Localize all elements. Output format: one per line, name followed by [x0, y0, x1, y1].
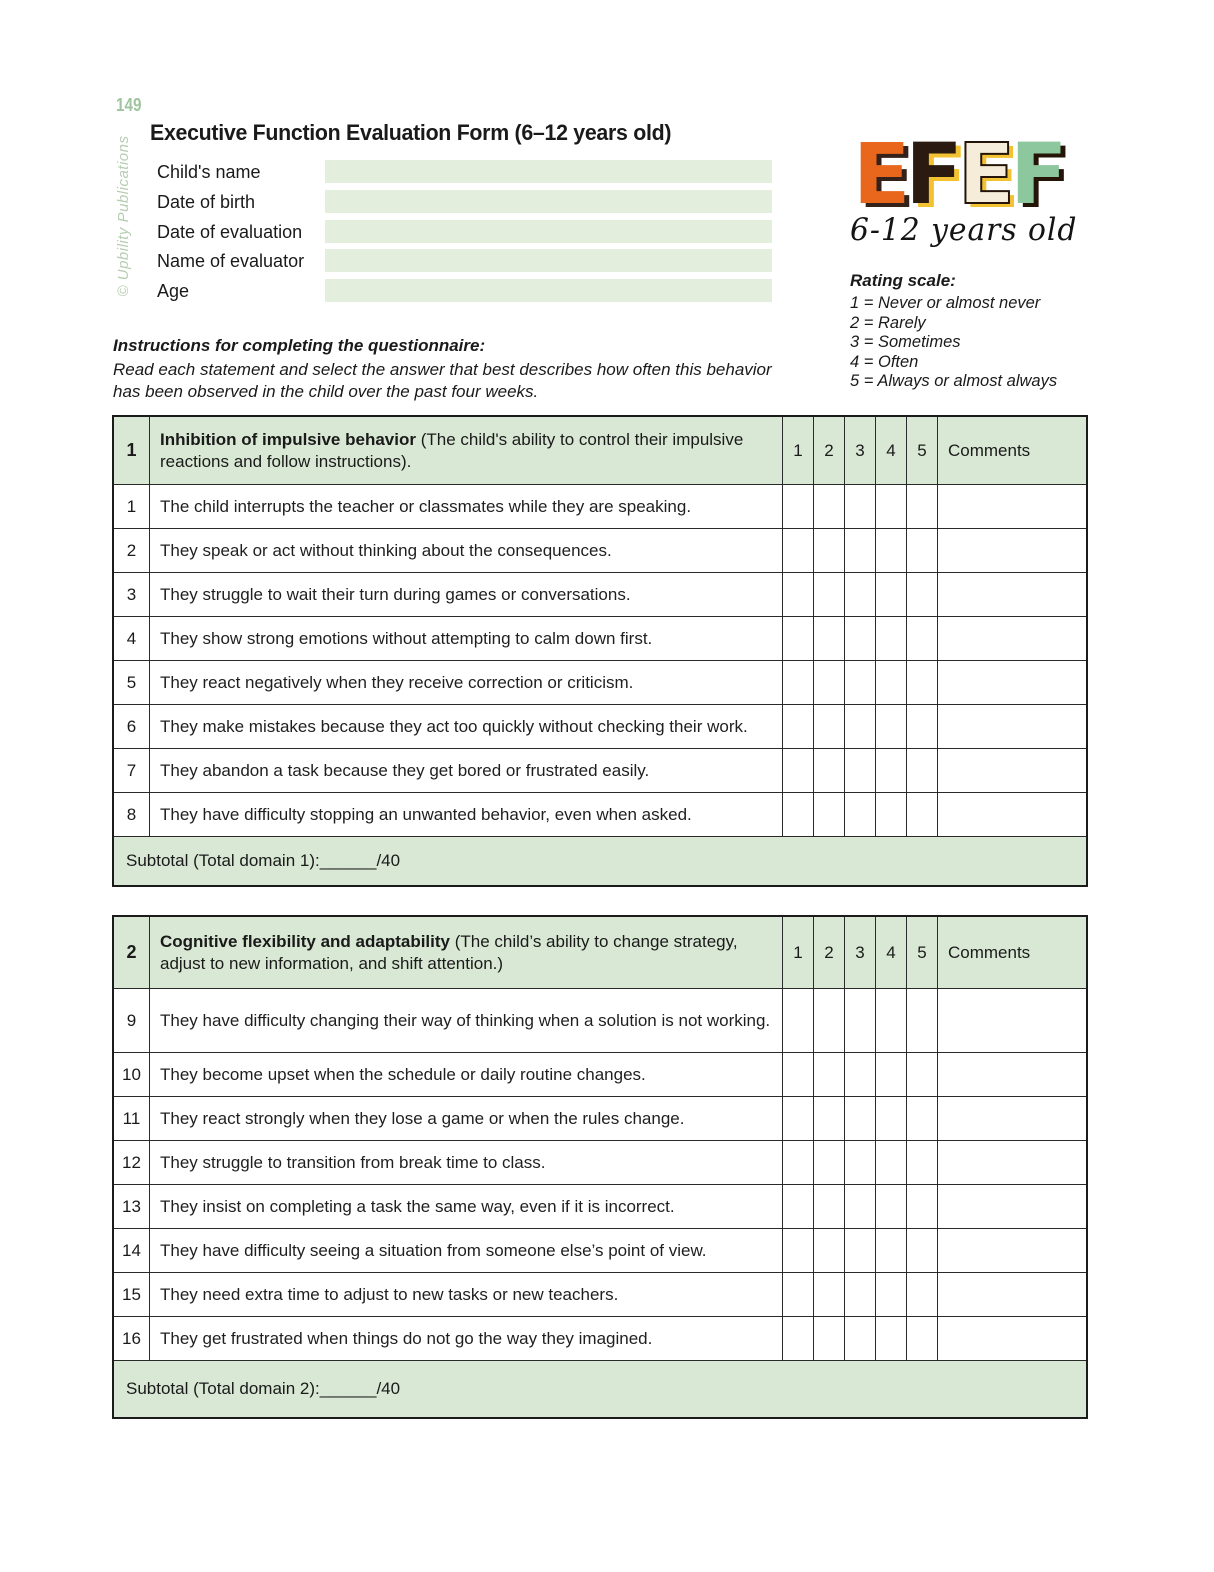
- statement-row-3: [114, 573, 1086, 617]
- rating-header-5: 5: [907, 917, 938, 989]
- rating-scale: [850, 271, 1110, 392]
- rating-cell-row2-score5[interactable]: [907, 529, 938, 573]
- domain-number-cell: 2: [114, 917, 150, 989]
- rating-cell-row6-score3[interactable]: [845, 705, 876, 749]
- statement-row-8: [114, 793, 1086, 837]
- statement-text-6: They make mistakes because they act too quickly without checking their work.: [150, 705, 783, 749]
- statement-number-4: 4: [114, 617, 150, 661]
- domain-1-table-container: [112, 415, 1084, 887]
- statement-text-11: They react strongly when they lose a game or when the rules change.: [150, 1097, 783, 1141]
- rating-cell-row12-score4[interactable]: [876, 1141, 907, 1185]
- rating-cell-row10-score3[interactable]: [845, 1053, 876, 1097]
- rating-cell-row8-score2[interactable]: [814, 793, 845, 837]
- domain-number-cell: 1: [114, 417, 150, 485]
- rating-cell-row14-score1[interactable]: [783, 1229, 814, 1273]
- comment-cell-row1[interactable]: [938, 485, 1086, 529]
- rating-scale-title: Rating scale:: [850, 271, 956, 290]
- rating-cell-row14-score4[interactable]: [876, 1229, 907, 1273]
- domain-title-cell: Cognitive flexibility and adaptability (The child’s ability to change strategy, adjust to new information, and shift attention.): [150, 917, 783, 989]
- statement-number-7: 7: [114, 749, 150, 793]
- evaluation-table-domain-2: [112, 915, 1088, 1419]
- rating-cell-row9-score3[interactable]: [845, 989, 876, 1053]
- statement-text-1: The child interrupts the teacher or classmates while they are speaking.: [150, 485, 783, 529]
- rating-scale-item-1: 1 = Never or almost never: [850, 294, 1041, 312]
- rating-header-1: 1: [783, 917, 814, 989]
- rating-cell-row7-score5[interactable]: [907, 749, 938, 793]
- page-number: 149: [116, 95, 142, 115]
- statement-text-5: They react negatively when they receive correction or criticism.: [150, 661, 783, 705]
- date-of-birth-input[interactable]: [325, 190, 772, 213]
- rating-scale-item-4: 4 = Often: [850, 352, 919, 371]
- rating-cell-row1-score5[interactable]: [907, 485, 938, 529]
- statement-text-15: They need extra time to adjust to new tasks or new teachers.: [150, 1273, 783, 1317]
- rating-cell-row3-score2[interactable]: [814, 573, 845, 617]
- rating-cell-row10-score2[interactable]: [814, 1053, 845, 1097]
- efef-logo-letter-1: E: [853, 125, 906, 223]
- comment-cell-row15[interactable]: [938, 1273, 1086, 1317]
- rating-cell-row7-score2[interactable]: [814, 749, 845, 793]
- comments-header-cell: Comments: [938, 917, 1086, 989]
- rating-cell-row1-score2[interactable]: [814, 485, 845, 529]
- rating-header-2: 2: [814, 917, 845, 989]
- rating-header-3: 3: [845, 417, 876, 485]
- rating-cell-row15-score3[interactable]: [845, 1273, 876, 1317]
- statement-number-14: 14: [114, 1229, 150, 1273]
- copyright-notice: © Upbility Publications: [115, 135, 132, 297]
- rating-cell-row10-score5[interactable]: [907, 1053, 938, 1097]
- efef-logo-subtitle: 6-12 years old: [850, 212, 1078, 248]
- rating-cell-row6-score1[interactable]: [783, 705, 814, 749]
- rating-header-3: 3: [845, 917, 876, 989]
- rating-cell-row14-score5[interactable]: [907, 1229, 938, 1273]
- rating-cell-row8-score5[interactable]: [907, 793, 938, 837]
- statement-text-13: They insist on completing a task the same way, even if it is incorrect.: [150, 1185, 783, 1229]
- rating-cell-row13-score5[interactable]: [907, 1185, 938, 1229]
- rating-cell-row16-score2[interactable]: [814, 1317, 845, 1361]
- rating-cell-row16-score5[interactable]: [907, 1317, 938, 1361]
- rating-cell-row12-score1[interactable]: [783, 1141, 814, 1185]
- field-row-childs-name: [157, 160, 260, 184]
- rating-cell-row11-score1[interactable]: [783, 1097, 814, 1141]
- rating-cell-row4-score3[interactable]: [845, 617, 876, 661]
- domain-1-header-row: [114, 417, 1086, 485]
- rating-header-4: 4: [876, 417, 907, 485]
- rating-cell-row8-score3[interactable]: [845, 793, 876, 837]
- statement-row-11: [114, 1097, 1086, 1141]
- statement-row-14: [114, 1229, 1086, 1273]
- rating-cell-row12-score5[interactable]: [907, 1141, 938, 1185]
- rating-cell-row12-score3[interactable]: [845, 1141, 876, 1185]
- comment-cell-row6[interactable]: [938, 705, 1086, 749]
- rating-cell-row7-score1[interactable]: [783, 749, 814, 793]
- rating-cell-row5-score4[interactable]: [876, 661, 907, 705]
- subtotal-row-domain-2: [114, 1361, 1086, 1417]
- comment-cell-row9[interactable]: [938, 989, 1086, 1053]
- rating-cell-row9-score2[interactable]: [814, 989, 845, 1053]
- rating-cell-row12-score2[interactable]: [814, 1141, 845, 1185]
- rating-cell-row2-score4[interactable]: [876, 529, 907, 573]
- efef-logo-letter-4: F: [1010, 125, 1063, 223]
- statement-text-3: They struggle to wait their turn during games or conversations.: [150, 573, 783, 617]
- statement-row-15: [114, 1273, 1086, 1317]
- rating-cell-row2-score1[interactable]: [783, 529, 814, 573]
- statement-text-10: They become upset when the schedule or daily routine changes.: [150, 1053, 783, 1097]
- comments-header-cell: Comments: [938, 417, 1086, 485]
- statement-row-10: [114, 1053, 1086, 1097]
- childs-name-label: Child's name: [157, 162, 261, 182]
- statement-number-16: 16: [114, 1317, 150, 1361]
- subtotal-cell-domain-2[interactable]: Subtotal (Total domain 2):______/40: [114, 1361, 1086, 1417]
- rating-cell-row9-score1[interactable]: [783, 989, 814, 1053]
- efef-logo-letter-2: F: [905, 125, 958, 223]
- statement-text-7: They abandon a task because they get bored or frustrated easily.: [150, 749, 783, 793]
- rating-cell-row1-score3[interactable]: [845, 485, 876, 529]
- statement-number-5: 5: [114, 661, 150, 705]
- rating-cell-row4-score4[interactable]: [876, 617, 907, 661]
- statement-text-9: They have difficulty changing their way of thinking when a solution is not working.: [150, 989, 783, 1053]
- rating-header-4: 4: [876, 917, 907, 989]
- age-label: Age: [157, 281, 190, 301]
- rating-cell-row3-score5[interactable]: [907, 573, 938, 617]
- rating-cell-row2-score2[interactable]: [814, 529, 845, 573]
- rating-cell-row13-score3[interactable]: [845, 1185, 876, 1229]
- name-of-evaluator-label: Name of evaluator: [157, 251, 305, 271]
- rating-cell-row2-score3[interactable]: [845, 529, 876, 573]
- domain-title-cell: Inhibition of impulsive behavior (The child's ability to control their impulsive reactions and follow instructions).: [150, 417, 783, 485]
- comment-cell-row2[interactable]: [938, 529, 1086, 573]
- rating-cell-row11-score3[interactable]: [845, 1097, 876, 1141]
- statement-row-4: [114, 617, 1086, 661]
- statement-row-12: [114, 1141, 1086, 1185]
- statement-number-15: 15: [114, 1273, 150, 1317]
- statement-row-9: [114, 989, 1086, 1053]
- domain-2-table-container: [112, 915, 1084, 1419]
- rating-cell-row3-score3[interactable]: [845, 573, 876, 617]
- rating-scale-item-5: 5 = Always or almost always: [850, 372, 1058, 390]
- statement-text-8: They have difficulty stopping an unwanted behavior, even when asked.: [150, 793, 783, 837]
- rating-cell-row14-score2[interactable]: [814, 1229, 845, 1273]
- statement-row-5: [114, 661, 1086, 705]
- rating-cell-row1-score1[interactable]: [783, 485, 814, 529]
- rating-cell-row15-score1[interactable]: [783, 1273, 814, 1317]
- comment-cell-row4[interactable]: [938, 617, 1086, 661]
- rating-cell-row16-score3[interactable]: [845, 1317, 876, 1361]
- rating-cell-row11-score4[interactable]: [876, 1097, 907, 1141]
- subtotal-cell-domain-1[interactable]: Subtotal (Total domain 1):______/40: [114, 837, 1086, 885]
- subtotal-row-domain-1: [114, 837, 1086, 885]
- instructions-body: Read each statement and select the answer that best describes how often this behavior has been observed in the child over the past four weeks.: [113, 360, 772, 401]
- domain-2-header-row: [114, 917, 1086, 989]
- statement-text-16: They get frustrated when things do not go the way they imagined.: [150, 1317, 783, 1361]
- rating-cell-row13-score2[interactable]: [814, 1185, 845, 1229]
- rating-cell-row5-score5[interactable]: [907, 661, 938, 705]
- field-row-name-of-evaluator: [157, 249, 304, 273]
- rating-cell-row6-score4[interactable]: [876, 705, 907, 749]
- rating-cell-row1-score4[interactable]: [876, 485, 907, 529]
- comment-cell-row7[interactable]: [938, 749, 1086, 793]
- rating-header-1: 1: [783, 417, 814, 485]
- rating-cell-row16-score4[interactable]: [876, 1317, 907, 1361]
- rating-cell-row15-score4[interactable]: [876, 1273, 907, 1317]
- field-row-age: [157, 279, 189, 303]
- date-of-evaluation-input[interactable]: [325, 220, 772, 243]
- statement-text-2: They speak or act without thinking about the consequences.: [150, 529, 783, 573]
- rating-cell-row9-score4[interactable]: [876, 989, 907, 1053]
- rating-header-5: 5: [907, 417, 938, 485]
- comment-cell-row8[interactable]: [938, 793, 1086, 837]
- rating-cell-row15-score5[interactable]: [907, 1273, 938, 1317]
- rating-cell-row5-score1[interactable]: [783, 661, 814, 705]
- rating-cell-row10-score1[interactable]: [783, 1053, 814, 1097]
- statement-number-2: 2: [114, 529, 150, 573]
- rating-cell-row3-score1[interactable]: [783, 573, 814, 617]
- rating-cell-row11-score5[interactable]: [907, 1097, 938, 1141]
- statement-number-6: 6: [114, 705, 150, 749]
- statement-number-11: 11: [114, 1097, 150, 1141]
- rating-cell-row7-score3[interactable]: [845, 749, 876, 793]
- statement-number-9: 9: [114, 989, 150, 1053]
- statement-row-13: [114, 1185, 1086, 1229]
- comment-cell-row3[interactable]: [938, 573, 1086, 617]
- efef-logo-letter-3: E: [957, 125, 1011, 223]
- field-row-date-of-evaluation: [157, 220, 302, 244]
- age-input[interactable]: [325, 279, 772, 302]
- rating-cell-row11-score2[interactable]: [814, 1097, 845, 1141]
- rating-cell-row8-score1[interactable]: [783, 793, 814, 837]
- rating-cell-row5-score2[interactable]: [814, 661, 845, 705]
- rating-scale-item-2: 2 = Rarely: [850, 313, 926, 332]
- comment-cell-row11[interactable]: [938, 1097, 1086, 1141]
- date-of-evaluation-label: Date of evaluation: [157, 222, 303, 242]
- rating-cell-row3-score4[interactable]: [876, 573, 907, 617]
- rating-cell-row13-score4[interactable]: [876, 1185, 907, 1229]
- rating-cell-row7-score4[interactable]: [876, 749, 907, 793]
- statement-row-1: [114, 485, 1086, 529]
- statement-number-3: 3: [114, 573, 150, 617]
- rating-cell-row8-score4[interactable]: [876, 793, 907, 837]
- statement-row-7: [114, 749, 1086, 793]
- instructions-title: Instructions for completing the questionnaire:: [113, 336, 486, 355]
- name-of-evaluator-input[interactable]: [325, 249, 772, 272]
- statement-number-8: 8: [114, 793, 150, 837]
- comment-cell-row10[interactable]: [938, 1053, 1086, 1097]
- evaluation-table-domain-1: [112, 415, 1088, 887]
- rating-cell-row15-score2[interactable]: [814, 1273, 845, 1317]
- field-row-date-of-birth: [157, 190, 255, 214]
- rating-cell-row6-score5[interactable]: [907, 705, 938, 749]
- comment-cell-row13[interactable]: [938, 1185, 1086, 1229]
- statement-row-6: [114, 705, 1086, 749]
- comment-cell-row16[interactable]: [938, 1317, 1086, 1361]
- statement-text-14: They have difficulty seeing a situation from someone else’s point of view.: [150, 1229, 783, 1273]
- comment-cell-row5[interactable]: [938, 661, 1086, 705]
- statement-number-10: 10: [114, 1053, 150, 1097]
- rating-cell-row14-score3[interactable]: [845, 1229, 876, 1273]
- rating-cell-row16-score1[interactable]: [783, 1317, 814, 1361]
- rating-cell-row6-score2[interactable]: [814, 705, 845, 749]
- page-title: Executive Function Evaluation Form (6–12 years old): [150, 120, 672, 145]
- comment-cell-row12[interactable]: [938, 1141, 1086, 1185]
- rating-cell-row4-score2[interactable]: [814, 617, 845, 661]
- rating-scale-item-3: 3 = Sometimes: [850, 333, 961, 351]
- statement-row-16: [114, 1317, 1086, 1361]
- childs-name-input[interactable]: [325, 160, 772, 183]
- statement-text-4: They show strong emotions without attempting to calm down first.: [150, 617, 783, 661]
- instructions-block: [113, 336, 803, 402]
- rating-cell-row9-score5[interactable]: [907, 989, 938, 1053]
- date-of-birth-label: Date of birth: [157, 192, 256, 212]
- rating-cell-row4-score1[interactable]: [783, 617, 814, 661]
- statement-row-2: [114, 529, 1086, 573]
- statement-number-13: 13: [114, 1185, 150, 1229]
- statement-text-12: They struggle to transition from break time to class.: [150, 1141, 783, 1185]
- statement-number-12: 12: [114, 1141, 150, 1185]
- statement-number-1: 1: [114, 485, 150, 529]
- rating-cell-row4-score5[interactable]: [907, 617, 938, 661]
- rating-cell-row10-score4[interactable]: [876, 1053, 907, 1097]
- comment-cell-row14[interactable]: [938, 1229, 1086, 1273]
- rating-cell-row5-score3[interactable]: [845, 661, 876, 705]
- rating-header-2: 2: [814, 417, 845, 485]
- rating-cell-row13-score1[interactable]: [783, 1185, 814, 1229]
